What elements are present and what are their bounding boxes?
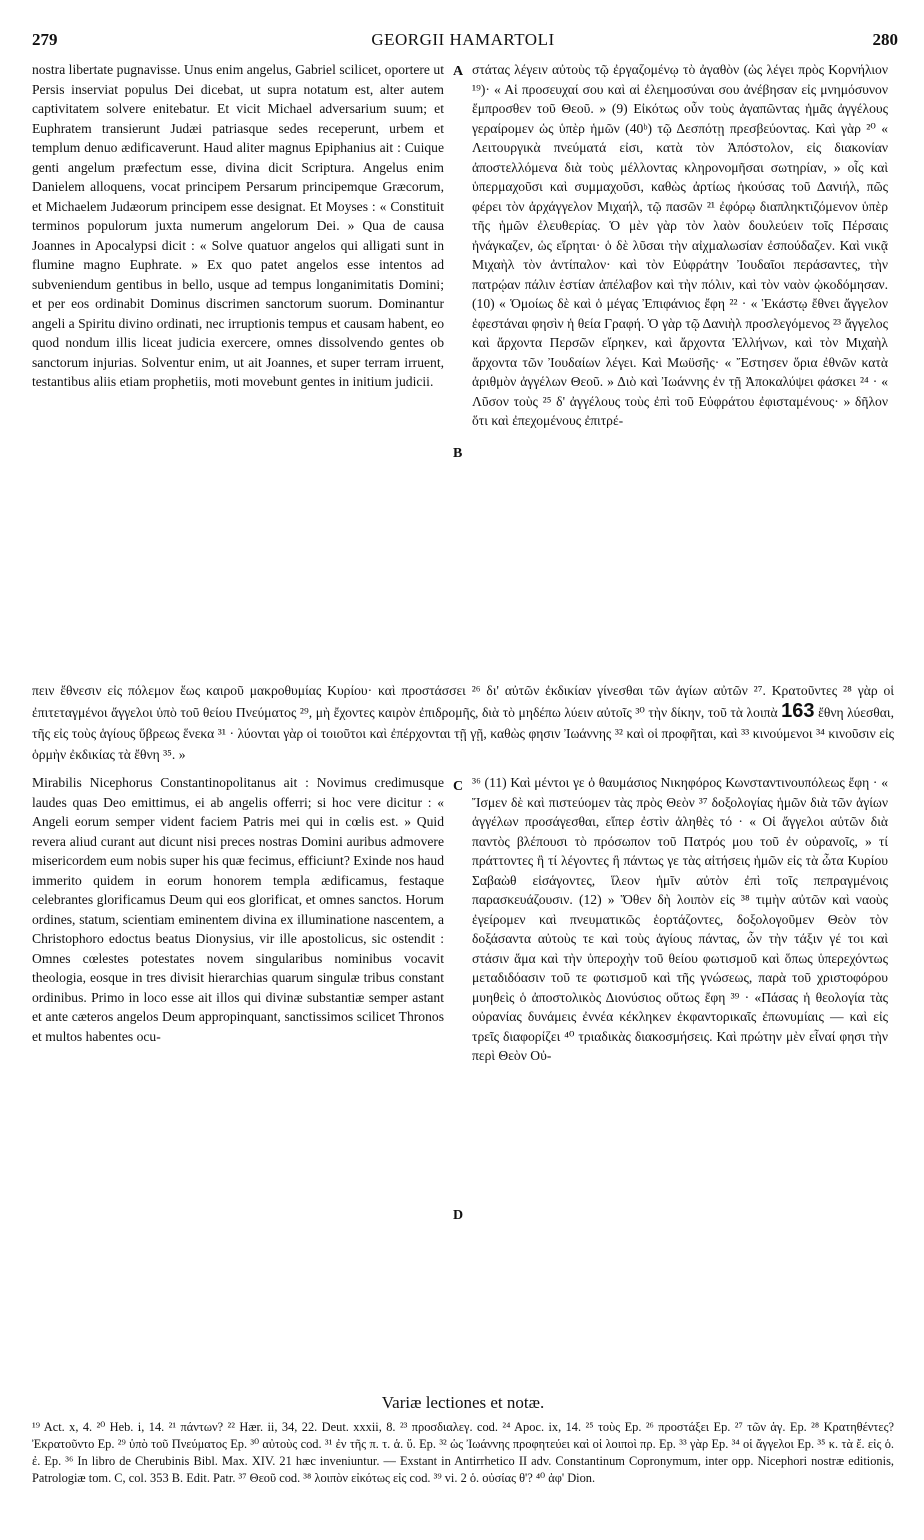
full-width-text-after: ἔθνη λύεσθαι, τῆς εἰς τοὺς ἁγίους ὕβρεως ἕνεκα ³¹ · λύονται γὰρ οἱ τοιοῦτοι καὶ ἐπέρχονται τῇ γῇ, καθὼς φησιν Ἰωάννης ³² καὶ οἱ προφῆται, καὶ ³³ κινούμενοι ³⁴ κινοῦσιν εἰς ὁρμὴν ἐκδικίας τὰ ἔθνη ³⁵. » [32,705,894,762]
margin-marker-b: B [453,446,463,461]
latin-column-bottom: Mirabilis Nicephorus Constantinopolitanus ait : Novimus credimusque laudes quas Deo emittimus, ei ab angelis offerri; si hoc vere dicitur : « Angeli eorum semper vident faciem Patris mei qui in cœlis est. » Quid revera aliud curant aut dicunt nisi preces nostras Domini auribus admovere misericordem eum nobis super his quæ fecimus, efficiunt? Exinde nos haud immerito quidem in eorum honorem templa ædificamus, festaque celebrantes glorificamus Deum qui eos glorificat, et omnes sanctos. Horum ordines, statum, scientiam eminentem divina ex illuminatione nascentem, a Christophoro edoctus beatus Dionysius, vir ille apostolicus, sic ostendit : Omnes cœlestes potestates novem singularibus nominibus vocavit theologia, eosque in tres divisit hierarchias quarum singulæ tribus constant ordinibus. Primo in loco esse ait illos qui divinæ substantiæ semper astant et ante cæteros angelos Deum appropinquant, sanctissimos scilicet Thronos et multos habentes ocu- [32,775,444,1044]
column-number: 163 [781,700,815,722]
latin-column-top: nostra libertate pugnavisse. Unus enim angelus, Gabriel scilicet, oportere ut Persis inserviat populus Dei dicebat, ut supra notatum est, alter autem captivitatem solvere enitebatur. Et vicit Michael adversarium suum; et Euphratem transierunt Judæi patriasque sedes receperunt, urbem et templum denuo ædificaverunt. Haud aliter magnus Epiphanius ait : Cuique genti angelum præfectum esse, divina dicit Scriptura. Angelus enim Danielem alloquens, vocat principem Persarum principemque Græcorum, et Michaelem Judæorum principem esse designat. Et Moyses : « Constituit terminos populorum juxta numerum angelorum Dei. » Qua de causa Joannes in Apocalypsi dicit : « Solve quatuor angelos qui alligati sunt in flumine magno Euphrate. » Ex quo patet angelos esse intentos ad subveniendum gentibus in bello, usque ad tempus longanimitatis Domini; et per eos ordinabit Dominus discrimen sanctorum suorum. Dominantur angeli a Spiritu divino ordinati, nec irruptionis tempus et causam habent, eo quod nondum illis liceat judicia exercere, omnes dissolvendo gentes ob sanctorum injurias. Solventur enim, ut ait Joannes, et super terram irruent, testantibus aliis etiam prophetiis, moti movebunt gentes in initium judicii. [32,62,444,389]
margin-marker-c: C [453,779,464,794]
margin-marker-a: A [453,64,464,79]
page-header [28,30,898,60]
notes-title: Variæ lectiones et notæ. [381,1393,545,1412]
greek-column-bottom: ³⁶ (11) Καὶ μέντοι γε ὁ θαυμάσιος Νικηφόρος Κωνσταντινουπόλεως ἔφη · « Ἴσμεν δὲ καὶ πιστεύομεν τὰς πρὸς Θεὸν ³⁷ δοξολογίας ἡμῶν διὰ τῶν ἁγίων ἀγγέλων προσάγεσθαι, εἴπερ ἐστὶν ἀληθὲς τό · « Οἱ ἄγγελοι αὐτῶν διὰ παντὸς βλέπουσι τὸ πρόσωπον τοῦ Πατρός μου τοῦ ἐν οὐρανοῖς, » τί πράττοντες ἢ τί λέγοντες ἢ πάντως γε τὰς αἰτήσεις ἡμῶν εἰς τὰ ὦτα Κυρίου Σαβαὼθ εἰσάγοντες, ἵλεον ἡμῖν αὐτὸν ἐπὶ τοῖς πεπραγμένοις παρασκευάζουσιν. (12) » Ὅθεν δὴ λοιπὸν εἰς ³⁸ τιμὴν αὐτῶν καὶ ναοὺς ἐγείρομεν καὶ πνευματικῶς ἑορτάζοντες, δοξολογοῦμεν Θεὸν τὸν δοξάσαντα αὐτοὺς τε καὶ τοὺς ἁγίους πάντας, ὧν τὴν τάξιν γέ τοι καὶ στάσιν ἅμα καὶ τὴν ὑπεροχὴν τοῦ θείου φωτισμοῦ καὶ ὅπως ὑπερεχόντως μεταδιδόασιν τοῦ τε φωτισμοῦ καὶ τῆς γνώσεως, παρὰ τοῦ χριστοφόρου μυηθεὶς ὁ ἀποστολικὸς Διονύσιος οὕτως ἔφη ³⁹ · «Πάσας ἡ θεολογία τὰς οὐρανίας δυνάμεις ἐννέα κέκληκεν ἐκφαντορικαῖς ἐπωνυμίαις — καὶ εἰς τρεῖς διαφορίζει ⁴⁰ τριαδικὰς διακοσμήσεις. Καὶ πρώτην μὲν εἶναί φησι τὴν περὶ Θεὸν Οὐ- [472,775,888,1063]
greek-column-top: στάτας λέγειν αὐτοὺς τῷ ἐργαζομένῳ τὸ ἀγαθὸν (ὡς λέγει πρὸς Κορνήλιον ¹⁹)· « Αἱ προσευχαί σου καὶ αἱ ἐλεημοσύναι σου ἀνέβησαν εἰς μνημόσυνον ἔμπροσθεν τοῦ Θεοῦ. » (9) Εἰκότως οὖν τοὺς ἀγαπῶντας ἡμᾶς ἀγγέλους γεραίρομεν ὡς ὑπὲρ ἡμῶν (40ᵇ) τῷ Δεσπότῃ πρεσβεύοντας. Καὶ γὰρ ²⁰ « Λειτουργικὰ πνεύματά εἰσι, κατὰ τὸν Ἀπόστολον, εἰς διακονίαν ἀποστελλόμενα διὰ τοὺς μέλλοντας κληρονομῆσαι σωτηρίαν, » οἷς καὶ ὑπερμαχοῦσι καὶ συμμαχοῦσι, καθὼς ἀρτίως ἠκούσας τοῦ Δανιήλ, πῶς φέρει τὸν ἀρχάγγελον Μιχαήλ, τῷ πασῶν ²¹ ἐφόρῳ διαπληκτιζόμενον ὑπὲρ τῆς ἡμῶν ἐλευθερίας. Ὁ μὲν γὰρ τὸν λαὸν δουλεύειν τοῖς Πέρσαις ἠνάγκαζεν, ὡς εἴρηται· ὁ δὲ λῦσαι τὴν αἰχμαλωσίαν ἐσπούδαζεν. Καὶ νικᾷ Μιχαὴλ τὸν ἀντίπαλον· καὶ τὸν Εὐφράτην Ἰουδαῖοι περάσαντες, τὴν πατρῴαν πάλιν ἑστίαν ἀπέλαβον καὶ τὴν πόλιν, καὶ τὸν ναὸν ᾠκοδόμησαν. (10) « Ὁμοίως δὲ καὶ ὁ μέγας Ἐπιφάνιος ἔφη ²² · « Ἑκάστῳ ἔθνει ἄγγελον ἐφεστάναι φησὶν ἡ θεία Γραφή. Ὁ γὰρ τῷ Δανιὴλ προσλεγόμενος ²³ ἄγγελος καὶ ἄρχοντα Περσῶν εἴρηκεν, καὶ ἄρχοντα Ἑλλήνων, καὶ τὸν Μιχαὴλ ἄρχοντα τῶν Ἰουδαίων λέγει. Καὶ Μωϋσῆς· « Ἔστησεν ὅρια ἐθνῶν κατὰ ἀριθμὸν ἀγγέλων Θεοῦ. » Διὸ καὶ Ἰωάννης ἐν τῇ Ἀποκαλύψει φάσκει ²⁴ · « Λῦσον τοὺς ²⁵ δ' ἀγγέλους τοὺς ἐπὶ τοῦ Εὐφράτου ἐφισταμένους· » δῆλον ὅτι καὶ ἐπεχομένους ἐπιτρέ- [472,62,888,428]
bottom-columns [28,773,898,1383]
footnotes: ¹⁹ Act. x, 4. ²⁰ Heb. i, 14. ²¹ πάντων? ²² Hær. ii, 34, 22. Deut. xxxii, 8. ²³ προσδιαλεγ. cod. ²⁴ Apoc. ix, 14. ²⁵ τοὺς Ep. ²⁶ προστάξει Ep. ²⁷ τῶν ἁγ. Ep. ²⁸ Κρατηθέντες? Ἐκρατοῦντο Ep. ²⁹ ὑπὸ τοῦ Πνεύματος Ep. ³⁰ αὐτοὺς cod. ³¹ ἐν τῆς π. τ. ἁ. ὕ. Ep. ³² ὡς Ἰωάννης προφητεύει καὶ οἱ λοιποὶ πρ. Ep. ³³ γὰρ Ep. ³⁴ οἱ ἄγγελοι Ep. ³⁵ κ. τὰ ἔ. εἰς ὁ. ἐ. Ep. ³⁶ In libro de Cherubinis Bibl. Max. XIV. 21 hæc inveniuntur. — Exstant in Antirrhetico II adv. Constantinum Copronymum, inter opp. Nicephori nostræ editionis, Patrologiæ tom. C, col. 353 B. Edit. Patr. ³⁷ Θεοῦ cod. ³⁸ λοιπὸν εἰκότως εἰς cod. ³⁹ vi. 2 ὁ. οὐσίας θ'? ⁴⁰ ἀφ' Dion. [32,1420,894,1485]
full-width-text [28,680,898,765]
margin-marker-d: D [453,1208,464,1223]
page-number-left: 279 [32,30,58,49]
top-columns [28,60,898,680]
page [28,30,898,1520]
full-width-text-before: πειν ἔθνεσιν εἰς πόλεμον ἕως καιροῦ μακροθυμίας Κυρίου· καὶ προστάσσει ²⁶ δι' αὐτῶν ἐκδικίαν γίνεσθαι τῶν ἁγίων αὐτῶν ²⁷. Κρατοῦντες ²⁸ γὰρ οἱ ἐπιτεταγμένοι ἄγγελοι ὑπὸ τοῦ θείου Πνεύματος ²⁹, μὴ ἔχοντες καιρὸν ἐπιδρομῆς, διὰ τὸ μηδέπω λύειν αὐτοῖς ³⁰ τὴν δίκην, τοῦ τὰ λοιπὰ [32,683,894,720]
running-title: GEORGII HAMARTOLI [371,30,555,49]
page-number-right: 280 [872,30,898,49]
